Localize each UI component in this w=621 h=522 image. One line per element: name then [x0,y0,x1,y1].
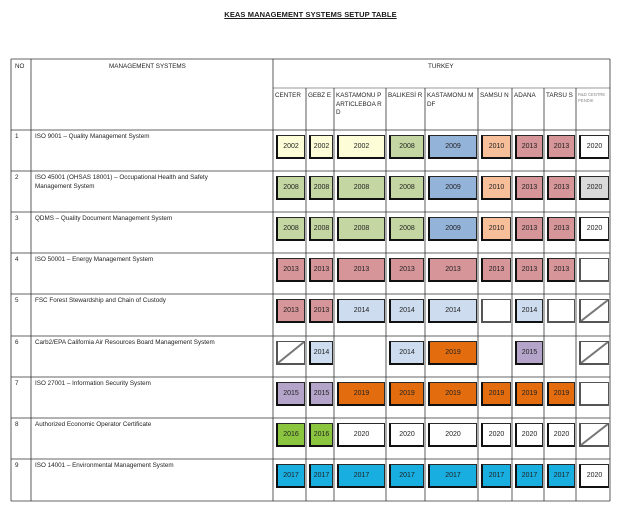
certification-year: 2002 [283,143,299,150]
certification-year: 2020 [399,431,415,438]
plant-header: ADANA [514,92,536,99]
certification-year: 2013 [353,266,370,273]
management-system-name: ISO 50001 – Energy Management System [35,256,154,263]
certification-year: 2008 [353,225,370,232]
certification-year: 2017 [488,472,505,479]
certification-year: 2020 [586,472,603,479]
year-cell [428,299,477,323]
year-cell [337,464,385,488]
year-cell [481,217,511,241]
certification-year: 2019 [521,390,538,397]
year-cell [481,299,511,323]
management-system-name: ISO 45001 (OHSAS 18001) – Occupational Health and Safety Management System [35,174,208,190]
certification-year: 2013 [283,307,299,314]
year-cell [428,341,477,365]
year-cell [579,217,609,241]
certification-year: 2017 [399,472,415,479]
year-cell [309,217,333,241]
certification-year: 2008 [353,184,370,191]
certification-year: 2009 [445,225,461,232]
certification-year: 2013 [313,307,330,314]
year-cell [547,299,575,323]
year-cell [276,299,305,323]
year-cell [515,341,543,365]
year-cell [547,176,575,200]
row-number: 5 [15,297,19,304]
plant-header: CENTER [275,92,301,99]
certification-year: 2009 [445,143,461,150]
certification-year: 2013 [445,266,461,273]
management-system-name: ISO 27001 – Information Security System [35,380,151,387]
year-cell [389,464,424,488]
year-cell [389,382,424,406]
row-number: 2 [15,174,19,181]
certification-year: 2010 [488,143,505,150]
certification-year: 2008 [313,225,330,232]
year-cell [309,382,333,406]
certification-year: 2020 [445,431,461,438]
row-number: 6 [15,339,19,346]
certification-year: 2013 [553,266,570,273]
year-cell [337,176,385,200]
certification-year: 2017 [553,472,570,479]
certification-year: 2013 [521,184,538,191]
certification-year: 2008 [399,143,415,150]
certification-year: 2008 [313,184,330,191]
year-cell [337,217,385,241]
certification-year: 2013 [488,266,505,273]
year-cell [337,423,385,447]
certification-year: 2015 [521,349,538,356]
year-cell [309,341,333,365]
management-system-name: ISO 14001 – Environmental Management System [35,462,174,469]
year-cell [579,341,609,365]
plant-header: KASTAMONU PARTICLEBOA RD [336,92,382,116]
certification-year: 2020 [586,184,603,191]
row-number: 3 [15,215,19,222]
year-cell [309,299,333,323]
certification-year: 2013 [313,266,330,273]
header-management-systems: MANAGEMENT SYSTEMS [109,63,186,70]
year-cell [515,382,543,406]
plant-header: BALIKESİ R [388,92,423,99]
certification-year: 2008 [283,184,299,191]
year-cell [481,423,511,447]
certification-year: 2020 [553,431,570,438]
management-system-name: ISO 9001 – Quality Management System [35,133,150,140]
not-applicable-slash [581,300,608,321]
certification-year: 2017 [521,472,538,479]
certification-year: 2008 [399,225,415,232]
row-number: 1 [15,133,19,140]
certification-year: 2013 [553,143,570,150]
certification-year: 2013 [399,266,415,273]
certification-year: 2014 [521,307,538,314]
page-title: KEAS MANAGEMENT SYSTEMS SETUP TABLE [224,10,397,19]
year-cell [515,423,543,447]
year-cell [337,135,385,159]
header-country: TURKEY [428,63,454,70]
year-cell [309,258,333,282]
year-cell [276,423,305,447]
year-cell [428,176,477,200]
year-cell [579,423,609,447]
plant-header: R&D CENTRE PENDIK [578,92,606,103]
certification-year: 2010 [488,225,505,232]
year-cell [515,135,543,159]
year-cell [276,341,305,365]
not-applicable-slash [581,424,608,445]
year-cell [481,258,511,282]
year-cell [276,176,305,200]
year-cell [579,135,609,159]
certification-year: 2014 [399,307,415,314]
year-cell [481,176,511,200]
plant-header: KASTAMONU MDF [427,92,474,108]
certification-year: 2015 [313,390,330,397]
certification-year: 2016 [283,431,299,438]
year-cell [547,382,575,406]
year-cell [579,382,609,406]
year-cell [547,258,575,282]
year-cell [309,423,333,447]
year-cell [309,135,333,159]
year-cell [276,382,305,406]
year-cell [579,258,609,282]
year-cell [579,464,609,488]
certification-year: 2020 [488,431,505,438]
management-system-name: Carb2/EPA California Air Resources Board Management System [35,339,215,346]
year-cell [515,299,543,323]
certification-year: 2017 [445,472,461,479]
year-cell [276,464,305,488]
certification-year: 2014 [445,307,461,314]
certification-year: 2008 [399,184,415,191]
certification-year: 2015 [283,390,299,397]
certification-year: 2020 [586,225,603,232]
certification-year: 2010 [488,184,505,191]
year-cell [428,258,477,282]
row-number: 9 [15,462,19,469]
management-system-name: FSC Forest Stewardship and Chain of Custody [35,297,166,304]
year-cell [389,258,424,282]
certification-year: 2013 [521,143,538,150]
row-number: 8 [15,421,19,428]
year-cell [515,464,543,488]
certification-year: 2017 [283,472,299,479]
year-cell [547,217,575,241]
row-number: 4 [15,256,19,263]
year-cell [389,423,424,447]
certification-year: 2002 [353,143,370,150]
certification-year: 2017 [353,472,370,479]
certification-year: 2013 [283,266,299,273]
certification-year: 2013 [521,225,538,232]
management-system-name: Authorized Economic Operator Certificate [35,421,152,428]
year-cell [481,464,511,488]
year-cell [309,176,333,200]
header-no: NO [15,63,25,70]
year-cell [547,135,575,159]
certification-year: 2014 [399,349,415,356]
year-cell [428,423,477,447]
year-cell [276,217,305,241]
certification-year: 2008 [283,225,299,232]
year-cell [389,135,424,159]
year-cell [428,382,477,406]
certification-year: 2013 [553,184,570,191]
year-cell [547,423,575,447]
year-cell [337,382,385,406]
plant-header: GEBZ E [308,92,332,99]
year-cell [337,258,385,282]
certification-year: 2019 [553,390,570,397]
year-cell [579,176,609,200]
certification-year: 2020 [353,431,370,438]
year-cell [389,217,424,241]
certification-year: 2017 [313,472,330,479]
year-cell [428,135,477,159]
certification-year: 2019 [445,349,461,356]
year-cell [515,217,543,241]
certification-year: 2014 [353,307,370,314]
year-cell [276,135,305,159]
year-cell [389,299,424,323]
plant-header: TARSU S [546,92,573,99]
certification-year: 2020 [586,143,603,150]
year-cell [337,299,385,323]
management-system-name: QDMS – Quality Document Management System [35,215,173,222]
year-cell [428,464,477,488]
certification-year: 2019 [488,390,505,397]
plant-header: SAMSU N [480,92,509,99]
certification-year: 2013 [521,266,538,273]
not-applicable-slash [278,342,304,363]
certification-year: 2020 [521,431,538,438]
certification-year: 2019 [399,390,415,397]
year-cell [389,341,424,365]
year-cell [309,464,333,488]
certification-year: 2016 [313,431,330,438]
certification-year: 2013 [553,225,570,232]
row-number: 7 [15,380,19,387]
certification-year: 2009 [445,184,461,191]
year-cell [547,464,575,488]
certification-year: 2002 [313,143,330,150]
certification-year: 2019 [445,390,461,397]
year-cell [579,299,609,323]
year-cell [481,135,511,159]
year-cell [481,382,511,406]
year-cell [389,176,424,200]
year-cell [515,176,543,200]
year-cell [428,217,477,241]
not-applicable-slash [581,342,608,363]
certification-year: 2014 [313,349,330,356]
certification-year: 2019 [353,390,370,397]
year-cell [515,258,543,282]
year-cell [276,258,305,282]
